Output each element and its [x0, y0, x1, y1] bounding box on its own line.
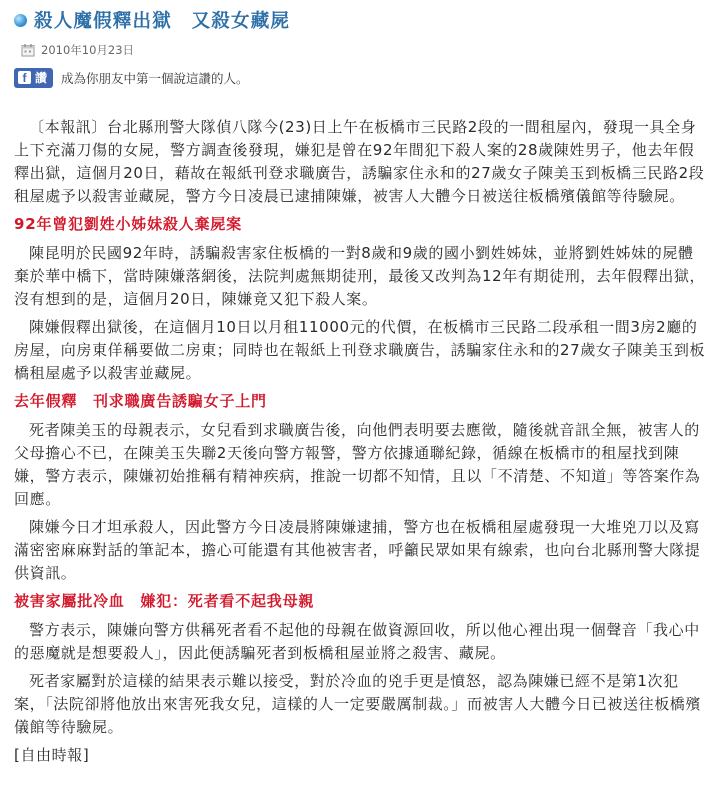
article-body: [14, 116, 708, 767]
body-paragraph: 陳嫌今日才坦承殺人，因此警方今日凌晨將陳嫌逮捕，警方也在板橋租屋處發現一大堆兇刀以及寫滿密密麻麻對話的筆記本，擔心可能還有其他被害者，呼籲民眾如果有線索，也向台北縣刑警大隊提供資訊。: [14, 518, 701, 582]
publish-date: 2010年10月23日: [41, 43, 135, 57]
date-row: [21, 41, 134, 59]
body-paragraph: 陳昆明於民國92年時，誘騙殺害家住板橋的一對8歲和9歲的國小劉姓姊妹，並將劉姓姊妹的屍體棄於華中橋下，當時陳嫌落網後，法院判處無期徒刑，最後又改判為12年有期徒刑，去年假釋出獄，沒有想到的是，這個月20日，陳嫌竟又犯下殺人案。: [14, 244, 706, 308]
news-source: [自由時報]: [14, 746, 90, 764]
facebook-icon: f: [18, 71, 31, 84]
body-paragraph: 死者家屬對於這樣的結果表示難以接受，對於冷血的兇手更是憤怒，認為陳嫌已經不是第1次犯案，「法院卻將他放出來害死我女兒，這樣的人一定要嚴厲制裁。」而被害人大體今日已被送往板橋殯儀館等待驗屍。: [14, 672, 702, 736]
body-paragraph: 警方表示，陳嫌向警方供稱死者看不起他的母親在做資源回收，所以他心裡出現一個聲音「我心中的惡魔就是想要殺人」，因此便誘騙死者到板橋租屋並將之殺害、藏屍。: [14, 621, 700, 662]
body-paragraph: 死者陳美玉的母親表示，女兒看到求職廣告後，向他們表明要去應徵，隨後就音訊全無，被害人的父母擔心不已，在陳美玉失聯2天後向警方報警，警方依據通聯紀錄，循線在板橋市的租屋找到陳嫌，警方表示，陳嫌初始推稱有精神疾病，推說一切都不知情，且以「不清楚、不知道」等答案作為回應。: [14, 421, 701, 508]
calendar-icon: [21, 43, 35, 57]
like-button-label: 讚: [35, 71, 48, 85]
like-prompt: 成為你朋友中第一個說這讚的人。: [61, 70, 249, 86]
section-heading: 被害家屬批冷血 嫌犯：死者看不起我母親: [14, 592, 315, 610]
section-heading: 去年假釋 刊求職廣告誘騙女子上門: [14, 392, 267, 410]
facebook-like-bar: [14, 67, 249, 88]
intro-paragraph: 〔本報訊〕台北縣刑警大隊偵八隊今(23)日上午在板橋市三民路2段的一間租屋內，發現一具全身上下充滿刀傷的女屍，警方調查後發現，嫌犯是曾在92年間犯下殺人案的28歲陳姓男子，他去年假釋出獄，這個月20日，藉故在報紙刊登求職廣告，誘騙家住永和的27歲女子陳美玉到板橋三民路2段租屋處予以殺害並藏屍，警方今日凌晨已逮捕陳嫌，被害人大體今日被送往板橋殯儀館等待驗屍。: [14, 118, 705, 205]
article-title: 殺人魔假釋出獄 又殺女藏屍: [34, 11, 291, 32]
body-paragraph: 陳嫌假釋出獄後，在這個月10日以月租11000元的代價，在板橋市三民路二段承租一間3房2廳的房屋，向房東佯稱要做二房東；同時也在報紙上刊登求職廣告，誘騙家住永和的27歲女子陳美玉到板橋租屋處予以殺害並藏屍。: [14, 318, 706, 382]
title-row: [14, 8, 290, 32]
section-heading: 92年曾犯劉姓小姊妹殺人棄屍案: [14, 215, 242, 233]
title-bullet-icon: [14, 14, 27, 27]
facebook-like-button[interactable]: [14, 68, 53, 88]
